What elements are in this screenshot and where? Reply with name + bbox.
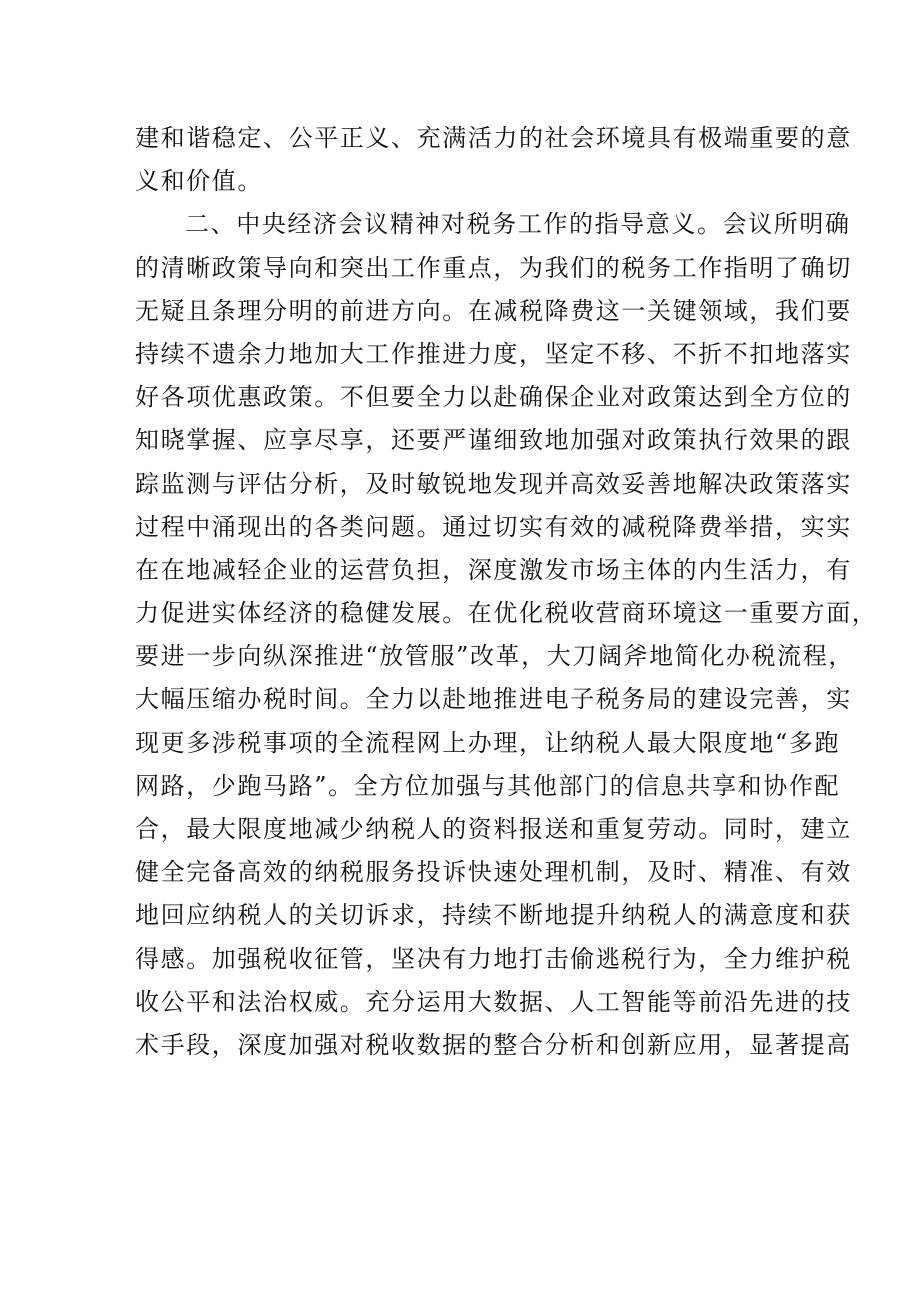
text-line: 地回应纳税人的关切诉求，持续不断地提升纳税人的满意度和获 [135,901,852,930]
text-line: 大幅压缩办税时间。全力以赴地推进电子税务局的建设完善，实 [135,685,852,714]
text-line: 收公平和法治权威。充分运用大数据、人工智能等前沿先进的技 [135,987,852,1016]
text-line: 要进一步向纵深推进“放管服”改革，大刀阔斧地简化办税流程， [135,642,854,671]
text-line: 义和价值。 [135,167,263,196]
text-line: 术手段，深度加强对税收数据的整合分析和创新应用，显著提高 [135,1030,852,1059]
text-line: 合，最大限度地减少纳税人的资料报送和重复劳动。同时，建立 [135,815,852,843]
text-line: 健全完备高效的纳税服务投诉快速处理机制，及时、精准、有效 [135,858,852,887]
text-line: 力促进实体经济的稳健发展。在优化税收营商环境这一重要方面， [135,599,878,628]
text-line: 踪监测与评估分析，及时敏锐地发现并高效妥善地解决政策落实 [135,469,852,498]
text-line: 网路，少跑马路”。全方位加强与其他部门的信息共享和协作配 [135,771,841,800]
text-line: 好各项优惠政策。不但要全力以赴确保企业对政策达到全方位的 [135,383,852,412]
text-line: 过程中涌现出的各类问题。通过切实有效的减税降费举措，实实 [135,512,852,541]
text-line: 无疑且条理分明的前进方向。在减税降费这一关键领域，我们要 [135,296,852,325]
text-line: 现更多涉税事项的全流程网上办理，让纳税人最大限度地“多跑 [135,728,841,757]
text-line: 在在地减轻企业的运营负担，深度激发市场主体的内生活力，有 [135,555,852,584]
body-text [135,117,878,1067]
text-line: 知晓掌握、应享尽享，还要严谨细致地加强对政策执行效果的跟 [135,426,852,455]
text-line: 的清晰政策导向和突出工作重点，为我们的税务工作指明了确切 [135,253,852,282]
text-line: 建和谐稳定、公平正义、充满活力的社会环境具有极端重要的意 [135,124,852,152]
text-line: 得感。加强税收征管，坚决有力地打击偷逃税行为，全力维护税 [135,944,852,973]
text-line: 持续不遗余力地加大工作推进力度，坚定不移、不折不扣地落实 [135,339,852,368]
section-heading-line: 二、中央经济会议精神对税务工作的指导意义。会议所明确 [185,210,851,239]
